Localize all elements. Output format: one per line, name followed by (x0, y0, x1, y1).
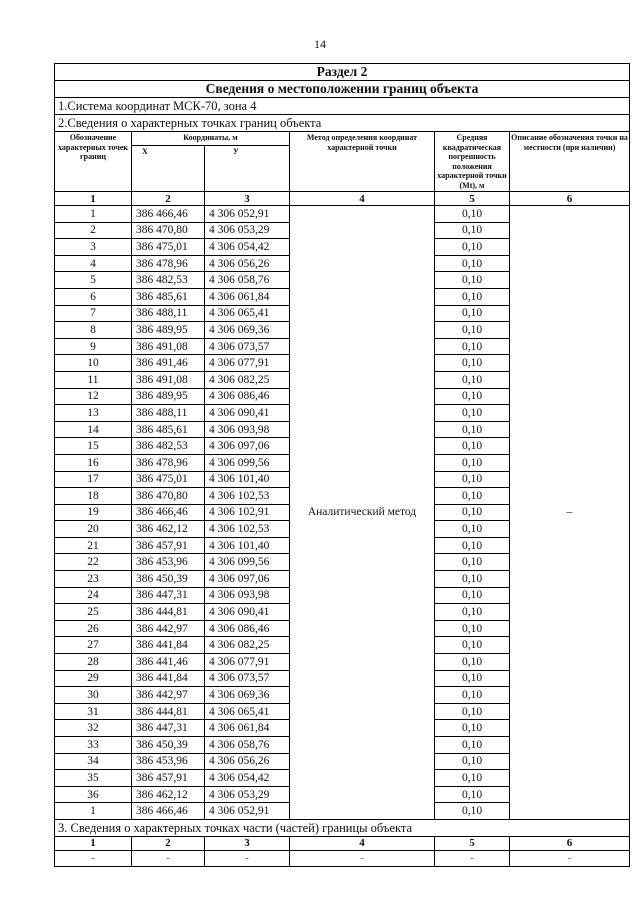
points-heading: 2.Сведения о характерных точках границ объекта (55, 115, 630, 132)
point-accuracy: 0,10 (435, 488, 510, 505)
point-id: 2 (55, 222, 132, 239)
point-x: 386 457,91 (132, 537, 205, 554)
point-y: 4 306 073,57 (205, 338, 290, 355)
point-id: 32 (55, 720, 132, 737)
point-accuracy: 0,10 (435, 604, 510, 621)
point-accuracy: 0,10 (435, 338, 510, 355)
point-x: 386 450,39 (132, 737, 205, 754)
page-number: 14 (314, 37, 326, 51)
description-value: – (510, 206, 630, 820)
point-x: 386 489,95 (132, 322, 205, 339)
point-x: 386 488,11 (132, 305, 205, 322)
point-y: 4 306 053,29 (205, 222, 290, 239)
point-y: 4 306 052,91 (205, 206, 290, 223)
header-method: Метод определения координат характерной точки (290, 132, 435, 192)
point-id: 34 (55, 753, 132, 770)
section-title: Раздел 2 (55, 64, 630, 81)
part-column-number: 5 (435, 836, 510, 850)
point-accuracy: 0,10 (435, 803, 510, 820)
point-x: 386 466,46 (132, 504, 205, 521)
point-accuracy: 0,10 (435, 703, 510, 720)
point-y: 4 306 099,56 (205, 554, 290, 571)
part-column-number: 1 (55, 836, 132, 850)
point-x: 386 470,80 (132, 222, 205, 239)
point-id: 12 (55, 388, 132, 405)
boundary-table (54, 63, 630, 867)
point-accuracy: 0,10 (435, 770, 510, 787)
point-y: 4 306 090,41 (205, 405, 290, 422)
point-y: 4 306 099,56 (205, 454, 290, 471)
point-x: 386 447,31 (132, 720, 205, 737)
point-id: 3 (55, 239, 132, 256)
point-id: 30 (55, 687, 132, 704)
point-y: 4 306 082,25 (205, 371, 290, 388)
point-x: 386 442,97 (132, 687, 205, 704)
point-id: 25 (55, 604, 132, 621)
point-id: 11 (55, 371, 132, 388)
point-accuracy: 0,10 (435, 786, 510, 803)
point-accuracy: 0,10 (435, 654, 510, 671)
point-y: 4 306 102,53 (205, 488, 290, 505)
point-id: 22 (55, 554, 132, 571)
header-point-designation: Обозначение характерных точек границ (55, 132, 132, 192)
point-y: 4 306 101,40 (205, 471, 290, 488)
point-accuracy: 0,10 (435, 471, 510, 488)
point-y: 4 306 097,06 (205, 571, 290, 588)
point-x: 386 491,08 (132, 338, 205, 355)
point-id: 15 (55, 438, 132, 455)
point-x: 386 485,61 (132, 288, 205, 305)
point-x: 386 485,61 (132, 421, 205, 438)
point-id: 17 (55, 471, 132, 488)
part-column-number: 3 (205, 836, 290, 850)
point-x: 386 482,53 (132, 438, 205, 455)
point-y: 4 306 102,91 (205, 504, 290, 521)
point-y: 4 306 069,36 (205, 322, 290, 339)
point-y: 4 306 077,91 (205, 355, 290, 372)
part-value: - (205, 850, 290, 866)
point-id: 7 (55, 305, 132, 322)
point-id: 8 (55, 322, 132, 339)
point-accuracy: 0,10 (435, 587, 510, 604)
part-column-number: 6 (510, 836, 630, 850)
point-x: 386 457,91 (132, 770, 205, 787)
part-section-heading: 3. Сведения о характерных точках части (частей) границы объекта (55, 819, 630, 836)
point-accuracy: 0,10 (435, 322, 510, 339)
point-x: 386 466,46 (132, 803, 205, 820)
point-accuracy: 0,10 (435, 305, 510, 322)
point-x: 386 466,46 (132, 206, 205, 223)
point-id: 9 (55, 338, 132, 355)
point-x: 386 482,53 (132, 272, 205, 289)
column-number: 5 (435, 192, 510, 206)
point-id: 35 (55, 770, 132, 787)
point-id: 27 (55, 637, 132, 654)
header-accuracy: Средняя квадратическая погрешность положения характерной точки (Mt), м (435, 132, 510, 192)
point-y: 4 306 054,42 (205, 239, 290, 256)
point-id: 14 (55, 421, 132, 438)
point-x: 386 478,96 (132, 454, 205, 471)
point-y: 4 306 077,91 (205, 654, 290, 671)
point-accuracy: 0,10 (435, 405, 510, 422)
point-y: 4 306 102,53 (205, 521, 290, 538)
point-accuracy: 0,10 (435, 288, 510, 305)
point-x: 386 441,84 (132, 670, 205, 687)
point-accuracy: 0,10 (435, 737, 510, 754)
header-description: Описание обозначения точки на местности (при наличии) (510, 132, 630, 192)
point-accuracy: 0,10 (435, 620, 510, 637)
point-id: 5 (55, 272, 132, 289)
point-y: 4 306 065,41 (205, 703, 290, 720)
column-number: 4 (290, 192, 435, 206)
point-y: 4 306 056,26 (205, 753, 290, 770)
point-id: 1 (55, 206, 132, 223)
point-x: 386 462,12 (132, 786, 205, 803)
point-id: 21 (55, 537, 132, 554)
point-y: 4 306 086,46 (205, 620, 290, 637)
point-id: 1 (55, 803, 132, 820)
point-y: 4 306 058,76 (205, 272, 290, 289)
point-accuracy: 0,10 (435, 670, 510, 687)
point-x: 386 444,81 (132, 703, 205, 720)
point-accuracy: 0,10 (435, 239, 510, 256)
point-x: 386 470,80 (132, 488, 205, 505)
point-y: 4 306 093,98 (205, 587, 290, 604)
point-accuracy: 0,10 (435, 272, 510, 289)
point-accuracy: 0,10 (435, 206, 510, 223)
point-id: 23 (55, 571, 132, 588)
point-y: 4 306 073,57 (205, 670, 290, 687)
method-value: Аналитический метод (290, 206, 435, 820)
point-y: 4 306 052,91 (205, 803, 290, 820)
point-x: 386 488,11 (132, 405, 205, 422)
coord-system: 1.Система координат МСК-70, зона 4 (55, 98, 630, 115)
point-accuracy: 0,10 (435, 637, 510, 654)
part-column-number: 4 (290, 836, 435, 850)
point-accuracy: 0,10 (435, 720, 510, 737)
section-subtitle: Сведения о местоположении границ объекта (55, 81, 630, 98)
point-id: 16 (55, 454, 132, 471)
part-value: - (290, 850, 435, 866)
point-y: 4 306 090,41 (205, 604, 290, 621)
point-y: 4 306 086,46 (205, 388, 290, 405)
point-accuracy: 0,10 (435, 687, 510, 704)
point-y: 4 306 061,84 (205, 720, 290, 737)
part-value: - (435, 850, 510, 866)
point-x: 386 491,46 (132, 355, 205, 372)
column-number: 3 (205, 192, 290, 206)
point-id: 31 (55, 703, 132, 720)
point-accuracy: 0,10 (435, 571, 510, 588)
part-value: - (132, 850, 205, 866)
point-x: 386 450,39 (132, 571, 205, 588)
point-y: 4 306 069,36 (205, 687, 290, 704)
point-accuracy: 0,10 (435, 255, 510, 272)
header-coordinates: Координаты, м (132, 132, 290, 146)
point-id: 36 (55, 786, 132, 803)
point-accuracy: 0,10 (435, 521, 510, 538)
point-x: 386 444,81 (132, 604, 205, 621)
point-y: 4 306 097,06 (205, 438, 290, 455)
point-y: 4 306 053,29 (205, 786, 290, 803)
point-id: 20 (55, 521, 132, 538)
point-id: 33 (55, 737, 132, 754)
point-accuracy: 0,10 (435, 454, 510, 471)
column-number: 6 (510, 192, 630, 206)
point-x: 386 442,97 (132, 620, 205, 637)
point-accuracy: 0,10 (435, 753, 510, 770)
point-accuracy: 0,10 (435, 421, 510, 438)
point-x: 386 447,31 (132, 587, 205, 604)
point-x: 386 489,95 (132, 388, 205, 405)
point-accuracy: 0,10 (435, 504, 510, 521)
point-y: 4 306 093,98 (205, 421, 290, 438)
point-y: 4 306 082,25 (205, 637, 290, 654)
point-x: 386 462,12 (132, 521, 205, 538)
point-row (55, 206, 630, 223)
point-y: 4 306 101,40 (205, 537, 290, 554)
point-accuracy: 0,10 (435, 438, 510, 455)
point-id: 19 (55, 504, 132, 521)
point-accuracy: 0,10 (435, 371, 510, 388)
point-id: 24 (55, 587, 132, 604)
point-x: 386 453,96 (132, 554, 205, 571)
point-y: 4 306 061,84 (205, 288, 290, 305)
point-id: 13 (55, 405, 132, 422)
point-y: 4 306 056,26 (205, 255, 290, 272)
point-accuracy: 0,10 (435, 537, 510, 554)
point-id: 26 (55, 620, 132, 637)
column-number: 2 (132, 192, 205, 206)
point-id: 28 (55, 654, 132, 671)
part-value: - (55, 850, 132, 866)
point-y: 4 306 054,42 (205, 770, 290, 787)
point-id: 4 (55, 255, 132, 272)
point-y: 4 306 058,76 (205, 737, 290, 754)
point-x: 386 478,96 (132, 255, 205, 272)
point-accuracy: 0,10 (435, 222, 510, 239)
point-id: 10 (55, 355, 132, 372)
point-x: 386 491,08 (132, 371, 205, 388)
point-x: 386 475,01 (132, 239, 205, 256)
header-y: У (205, 146, 290, 192)
point-accuracy: 0,10 (435, 388, 510, 405)
point-id: 18 (55, 488, 132, 505)
point-id: 6 (55, 288, 132, 305)
part-value: - (510, 850, 630, 866)
point-x: 386 441,84 (132, 637, 205, 654)
header-x: X (132, 146, 205, 192)
point-x: 386 453,96 (132, 753, 205, 770)
point-id: 29 (55, 670, 132, 687)
point-x: 386 475,01 (132, 471, 205, 488)
part-column-number: 2 (132, 836, 205, 850)
column-number: 1 (55, 192, 132, 206)
point-accuracy: 0,10 (435, 554, 510, 571)
point-x: 386 441,46 (132, 654, 205, 671)
point-y: 4 306 065,41 (205, 305, 290, 322)
point-accuracy: 0,10 (435, 355, 510, 372)
